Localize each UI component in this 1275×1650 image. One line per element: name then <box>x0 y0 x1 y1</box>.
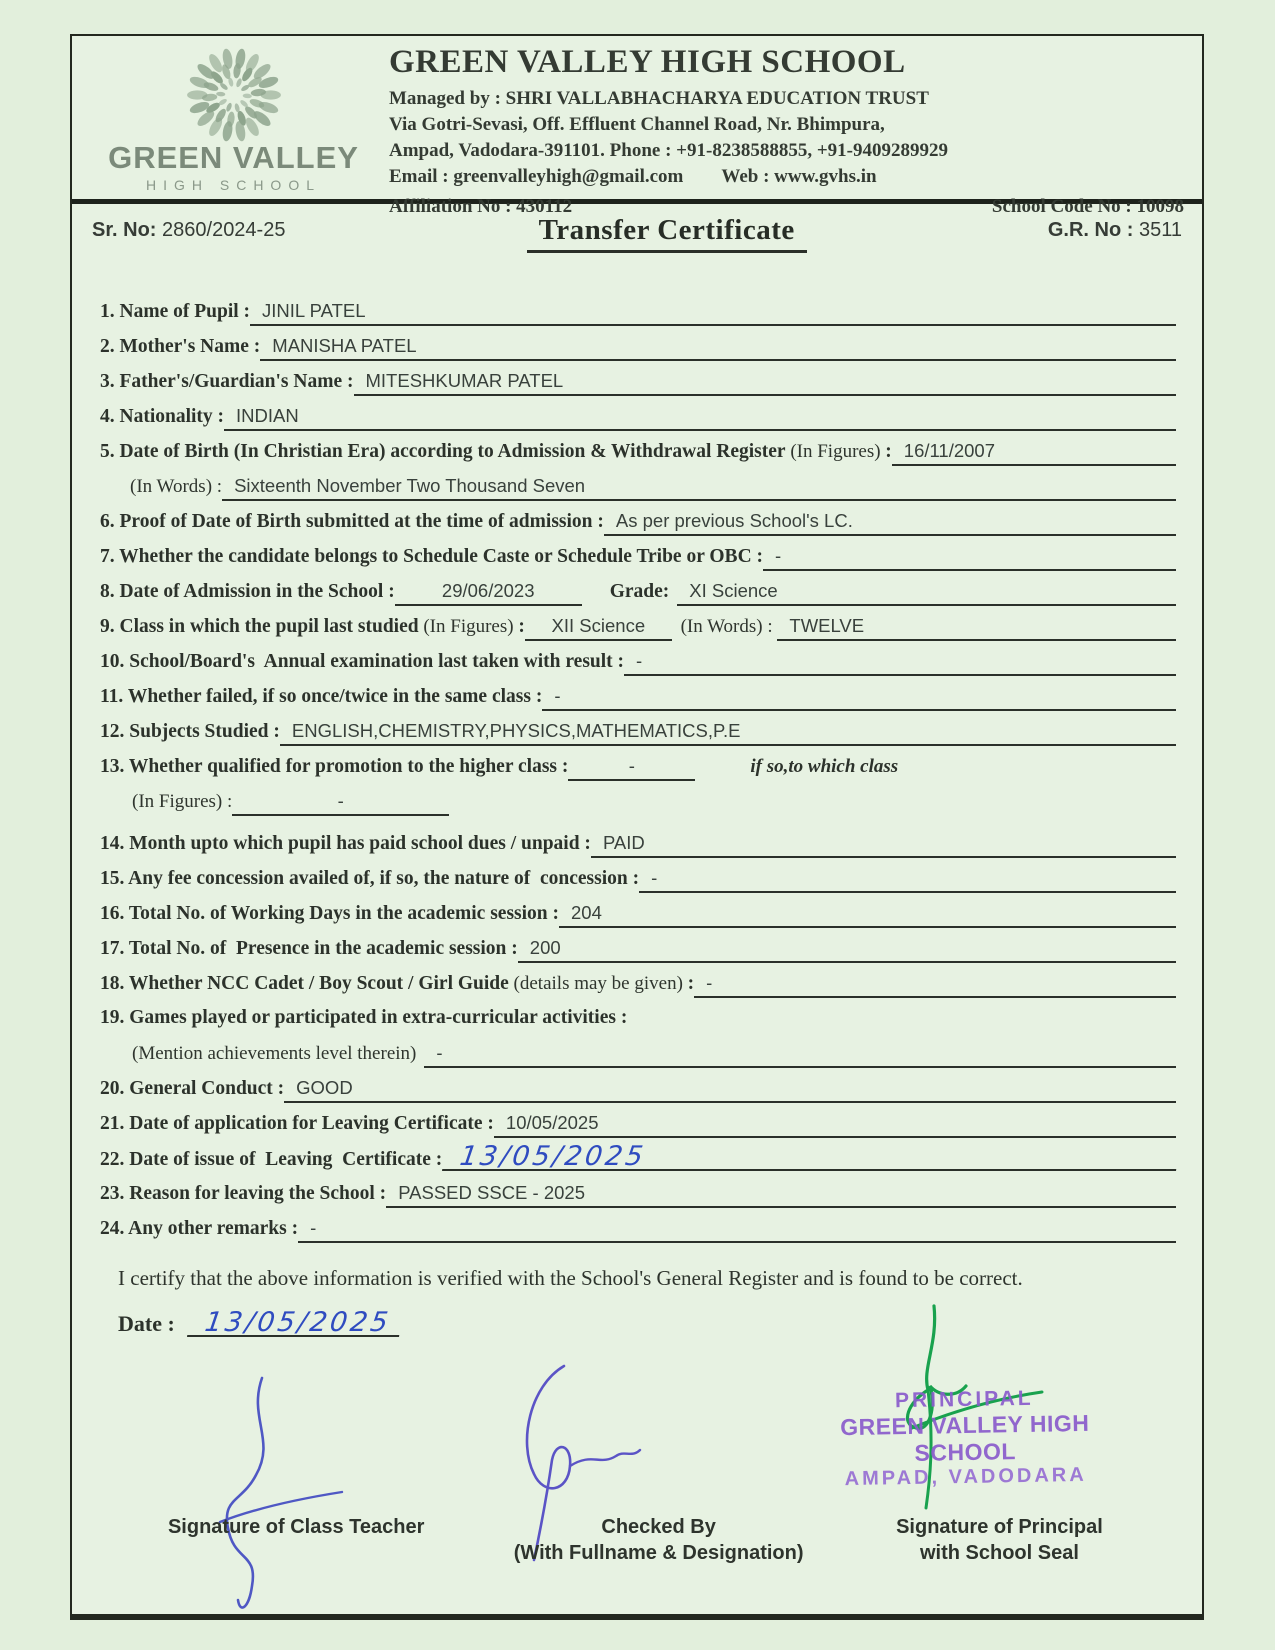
field-label: 1. Name of Pupil : <box>100 301 251 322</box>
class-teacher-signature <box>152 1370 362 1620</box>
field-row <box>100 1112 1176 1134</box>
website: Web : www.gvhs.in <box>721 166 877 187</box>
affiliation-no: Affiliation No : 430112 <box>389 196 573 217</box>
field-row <box>100 1007 1176 1029</box>
field-value: XII Science <box>525 615 672 641</box>
field-label: 15. Any fee concession availed of, if so, the nature of concession : <box>100 868 640 889</box>
field-value: INDIAN <box>224 405 1176 431</box>
field-value: MANISHA PATEL <box>260 335 1176 361</box>
field-label: 18. Whether NCC Cadet / Boy Scout / Girl Guide <box>100 973 509 994</box>
field-row <box>100 510 1176 532</box>
field-label: 7. Whether the candidate belongs to Schedule Caste or Schedule Tribe or OBC : <box>100 546 764 567</box>
field-label: 16. Total No. of Working Days in the academic session : <box>100 903 560 924</box>
field-row <box>100 580 1176 602</box>
field-label: 8. Date of Admission in the School : <box>100 581 395 602</box>
field-value: MITESHKUMAR PATEL <box>354 370 1177 396</box>
field-label: 12. Subjects Studied : <box>100 721 280 742</box>
logo-starburst-icon <box>183 44 285 146</box>
field-row <box>100 867 1176 889</box>
field-label: (In Figures) <box>418 616 519 637</box>
field-label: : <box>687 973 695 994</box>
field-row <box>100 832 1176 854</box>
principal-title: Signature of Principal <box>896 1516 1103 1538</box>
signature-labels-row <box>96 1514 1178 1566</box>
field-label: 21. Date of application for Leaving Certificate : <box>100 1113 494 1134</box>
gr-number <box>1048 214 1182 242</box>
field-row <box>100 475 1176 497</box>
field-value: PASSED SSCE - 2025 <box>386 1182 1176 1208</box>
checked-by-sub: (With Fullname & Designation) <box>513 1542 804 1564</box>
field-label: : <box>518 616 525 637</box>
field-value: XI Science <box>677 580 1176 606</box>
field-label: if so,to which class <box>750 756 899 777</box>
field-value: JINIL PATEL <box>250 300 1176 326</box>
field-label: 23. Reason for leaving the School : <box>100 1183 387 1204</box>
class-teacher-label: Signature of Class Teacher <box>167 1516 425 1538</box>
field-label: 4. Nationality : <box>100 406 225 427</box>
logo-school-sub: HIGH SCHOOL <box>145 177 321 193</box>
field-label: (In Words) : <box>130 476 223 497</box>
gr-number-label: G.R. No : <box>1047 219 1134 241</box>
serial-number-label: Sr. No: <box>92 219 157 241</box>
field-row <box>100 440 1176 462</box>
field-row <box>100 335 1176 357</box>
field-value: - <box>298 1217 1176 1243</box>
field-row <box>100 1217 1176 1239</box>
field-label: (Mention achievements level therein) <box>132 1043 417 1064</box>
field-row <box>100 650 1176 672</box>
field-value: 29/06/2023 <box>395 580 582 606</box>
field-label: (In Figures) : <box>132 791 233 812</box>
field-label: : <box>885 441 892 462</box>
field-row <box>100 937 1176 959</box>
field-row <box>100 1182 1176 1204</box>
checked-by-label <box>496 1514 821 1566</box>
field-label: 24. Any other remarks : <box>100 1218 299 1239</box>
school-name: GREEN VALLEY HIGH SCHOOL <box>389 44 906 80</box>
field-row <box>100 1042 1176 1064</box>
field-value: - <box>232 790 449 816</box>
contact-line <box>389 164 1188 190</box>
field-value: 10/05/2025 <box>494 1112 1176 1138</box>
field-label: 19. Games played or participated in extra-curricular activities : <box>100 1007 628 1028</box>
field-value: - <box>639 867 1176 893</box>
field-row <box>100 405 1176 427</box>
field-label: 17. Total No. of Presence in the academic session : <box>100 938 518 959</box>
principal-label <box>821 1514 1178 1566</box>
field-label: 10. School/Board's Annual examination last taken with result : <box>100 651 625 672</box>
principal-sub: with School Seal <box>919 1542 1079 1564</box>
document-title: Transfer Certificate <box>527 214 807 253</box>
principal-stamp <box>799 1385 1131 1492</box>
field-value: 200 <box>518 937 1176 963</box>
address-line-1: Via Gotri-Sevasi, Off. Effluent Channel Road, Nr. Bhimpura, <box>389 114 885 135</box>
field-row <box>100 1077 1176 1099</box>
field-value: - <box>694 972 1176 998</box>
serial-number-value: 2860/2024-25 <box>162 219 286 241</box>
field-label: 9. Class in which the pupil last studied <box>100 616 419 637</box>
field-label: 20. General Conduct : <box>100 1078 285 1099</box>
school-logo <box>86 42 381 199</box>
field-row <box>100 790 1176 812</box>
header <box>72 36 1202 217</box>
field-label: (In Figures) <box>785 441 886 462</box>
gr-number-value: 3511 <box>1138 219 1182 241</box>
field-row <box>100 720 1176 742</box>
stamp-line-2: GREEN VALLEY HIGH SCHOOL <box>839 1409 1090 1466</box>
field-row <box>100 545 1176 567</box>
field-row <box>100 755 1176 777</box>
certification-statement: I certify that the above information is verified with the School's General Register and is found to be correct. <box>118 1266 1023 1290</box>
field-value: 204 <box>559 902 1176 928</box>
field-row <box>100 902 1176 924</box>
field-label: 6. Proof of Date of Birth submitted at the time of admission : <box>100 511 604 532</box>
field-value: - <box>424 1042 1176 1068</box>
issue-date-label: Date : <box>118 1311 175 1336</box>
field-value: Sixteenth November Two Thousand Seven <box>222 475 1176 501</box>
field-row <box>100 370 1176 392</box>
field-label: 11. Whether failed, if so once/twice in the same class : <box>100 686 543 707</box>
field-label: 22. Date of issue of Leaving Certificate : <box>100 1149 443 1170</box>
email: Email : greenvalleyhigh@gmail.com <box>389 166 684 187</box>
field-row <box>100 615 1176 637</box>
field-value: - <box>542 685 1176 711</box>
field-label: 2. Mother's Name : <box>100 336 261 357</box>
field-row <box>100 972 1176 994</box>
serial-number <box>92 214 285 242</box>
field-label: (details may be given) <box>508 973 688 994</box>
field-label: 5. Date of Birth (In Christian Era) according to Admission & Withdrawal Register <box>100 441 786 462</box>
field-value: 16/11/2007 <box>892 440 1176 466</box>
logo-school-name: GREEN VALLEY <box>108 140 359 175</box>
school-code: School Code No : 10098 <box>991 196 1184 217</box>
issue-date-handwritten: 13/05/2025 <box>187 1313 402 1337</box>
field-value: 13/05/2025 <box>442 1147 1179 1171</box>
field-value: As per previous School's LC. <box>604 510 1176 536</box>
field-row <box>100 1141 1176 1172</box>
field-label: Grade: <box>609 581 670 602</box>
field-value: ENGLISH,CHEMISTRY,PHYSICS,MATHEMATICS,P.E <box>280 720 1176 746</box>
checked-by-title: Checked By <box>601 1516 716 1538</box>
field-value: - <box>568 755 695 781</box>
certificate-frame <box>70 34 1204 1620</box>
field-value: GOOD <box>284 1077 1176 1103</box>
field-label: 3. Father's/Guardian's Name : <box>100 371 354 392</box>
field-label: 13. Whether qualified for promotion to the higher class : <box>100 756 569 777</box>
address-line-2: Ampad, Vadodara-391101. Phone : +91-8238588855, +91-9409289929 <box>389 140 948 161</box>
field-row <box>100 300 1176 322</box>
stamp-line-3: AMPAD, VADODARA <box>844 1463 1087 1491</box>
field-row <box>100 685 1176 707</box>
stamp-line-1: PRINCIPAL <box>894 1386 1034 1413</box>
field-label: (In Words) : <box>675 616 778 637</box>
field-value: - <box>624 650 1176 676</box>
field-value: TWELVE <box>777 615 1176 641</box>
field-label: 14. Month upto which pupil has paid school dues / unpaid : <box>100 833 591 854</box>
fields <box>72 256 1202 1239</box>
managed-by: Managed by : SHRI VALLABHACHARYA EDUCATION TRUST <box>389 88 929 109</box>
field-value: PAID <box>591 832 1176 858</box>
field-value: - <box>763 545 1176 571</box>
header-text <box>381 42 1188 217</box>
